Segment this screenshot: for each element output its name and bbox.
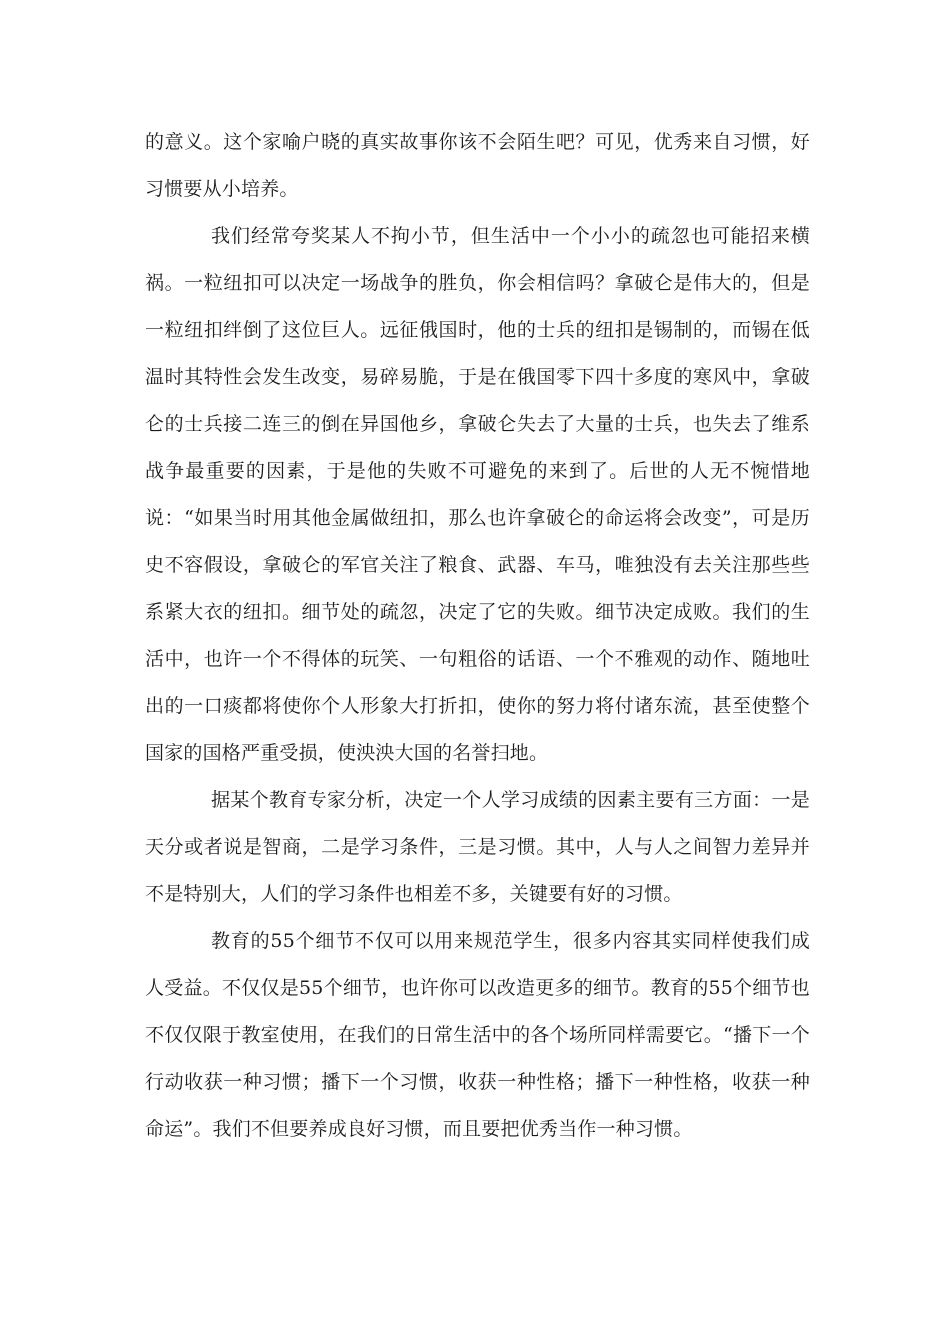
paragraph-3: 据某个教育专家分析，决定一个人学习成绩的因素主要有三方面：一是天分或者说是智商，二是学习条件，三是习惯。其中，人与人之间智力差异并不是特别大，人们的学习条件也相差不多，关键要有好的习惯。: [145, 789, 810, 905]
paragraph-4: 教育的55个细节不仅可以用来规范学生，很多内容其实同样使我们成人受益。不仅仅是55个细节，也许你可以改造更多的细节。教育的55个细节也不仅仅限于教室使用，在我们的日常生活中的各个场所同样需要它。“播下一个行动收获一种习惯；播下一个习惯，收获一种性格；播下一种性格，收获一种命运”。我们不但要养成良好习惯，而且要把优秀当作一种习惯。: [145, 930, 810, 1140]
document-body: [145, 119, 810, 1153]
paragraph-2: 我们经常夸奖某人不拘小节，但生活中一个小小的疏忽也可能招来横祸。一粒纽扣可以决定一场战争的胜负，你会相信吗？拿破仑是伟大的，但是一粒纽扣绊倒了这位巨人。远征俄国时，他的士兵的纽扣是锡制的，而锡在低温时其特性会发生改变，易碎易脆，于是在俄国零下四十多度的寒风中，拿破仑的士兵接二连三的倒在异国他乡，拿破仑失去了大量的士兵，也失去了维系战争最重要的因素，于是他的失败不可避免的来到了。后世的人无不惋惜地说：“如果当时用其他金属做纽扣，那么也许拿破仑的命运将会改变”，可是历史不容假设，拿破仑的军官关注了粮食、武器、车马，唯独没有去关注那些些系紧大衣的纽扣。细节处的疏忽，决定了它的失败。细节决定成败。我们的生活中，也许一个不得体的玩笑、一句粗俗的话语、一个不雅观的动作、随地吐出的一口痰都将使你个人形象大打折扣，使你的努力将付诸东流，甚至使整个国家的国格严重受损，使泱泱大国的名誉扫地。: [145, 225, 810, 764]
paragraph-1: 的意义。这个家喻户晓的真实故事你该不会陌生吧？可见，优秀来自习惯，好习惯要从小培养。: [145, 131, 810, 200]
